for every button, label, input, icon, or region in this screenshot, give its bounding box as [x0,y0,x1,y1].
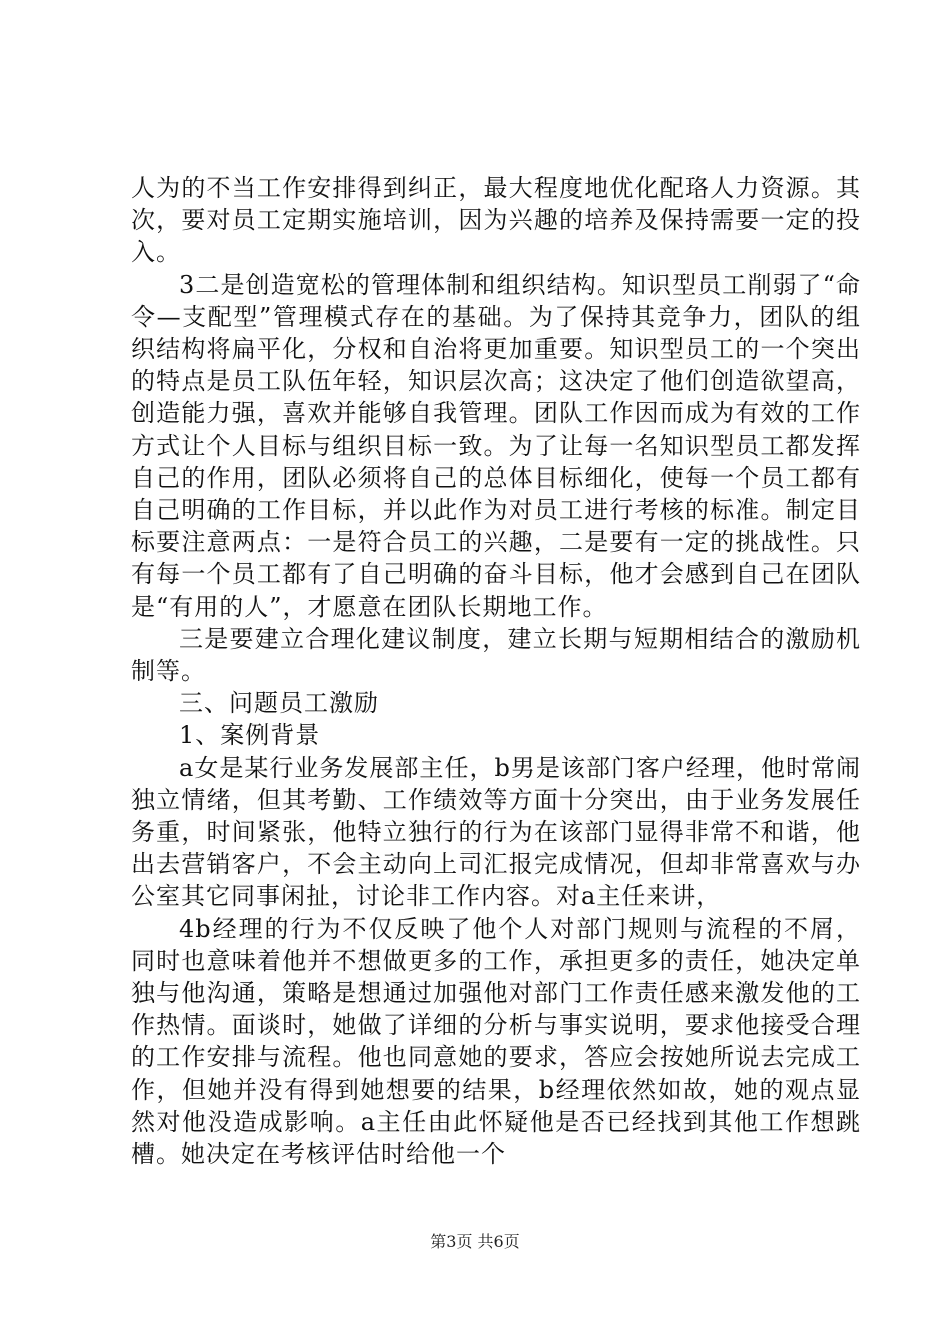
section-heading: 三、问题员工激励 [179,689,379,718]
page-footer: 第3页 共6页 [430,1232,520,1251]
paragraph-point-three: 三是要建立合理化建议制度，建立长期与短期相结合的激励机制等。 [131,624,861,686]
paragraph-case-background: a女是某行业务发展部主任，b男是该部门客户经理，他时常闹独立情绪，但其考勤、工作绩效等方面十分突出，由于业务发展任务重，时间紧张，他特立独行的行为在该部门显得非常不和谐，他出去营销客户，不会主动向上司汇报完成情况，但却非常喜欢与办公室其它同事闲扯，讨论非工作内容。对a主任来讲， [131,753,861,911]
subsection-heading: 1、案例背景 [179,721,321,750]
paragraph-continuation: 人为的不当工作安排得到纠正，最大程度地优化配珞人力资源。其次，要对员工定期实施培训，因为兴趣的培养及保持需要一定的投入。 [131,174,861,267]
document-body [131,172,861,1170]
paragraph-point-two: 3二是创造宽松的管理体制和组织结构。知识型员工削弱了“命令—支配型”管理模式存在的基础。为了保持其竞争力，团队的组织结构将扁平化，分权和自治将更加重要。知识型员工的一个突出的特点是员工队伍年轻，知识层次高；这决定了他们创造欲望高，创造能力强，喜欢并能够自我管理。团队工作因而成为有效的工作方式让个人目标与组织目标一致。为了让每一名知识型员工都发挥自己的作用，团队必须将自己的总体目标细化，使每一个员工都有自己明确的工作目标，并以此作为对员工进行考核的标准。制定目标要注意两点：一是符合员工的兴趣，二是要有一定的挑战性。只有每一个员工都有了自己明确的奋斗目标，他才会感到自己在团队是“有用的人”，才愿意在团队长期地工作。 [131,270,861,621]
paragraph-case-detail: 4b经理的行为不仅反映了他个人对部门规则与流程的不屑，同时也意味着他并不想做更多的工作，承担更多的责任，她决定单独与他沟通，策略是想通过加强他对部门工作责任感来激发他的工作热情。面谈时，她做了详细的分析与事实说明，要求他接受合理的工作安排与流程。他也同意她的要求，答应会按她所说去完成工作，但她并没有得到她想要的结果，b经理依然如故，她的观点显然对他没造成影响。a主任由此怀疑他是否已经找到其他工作想跳槽。她决定在考核评估时给他一个 [131,914,861,1169]
